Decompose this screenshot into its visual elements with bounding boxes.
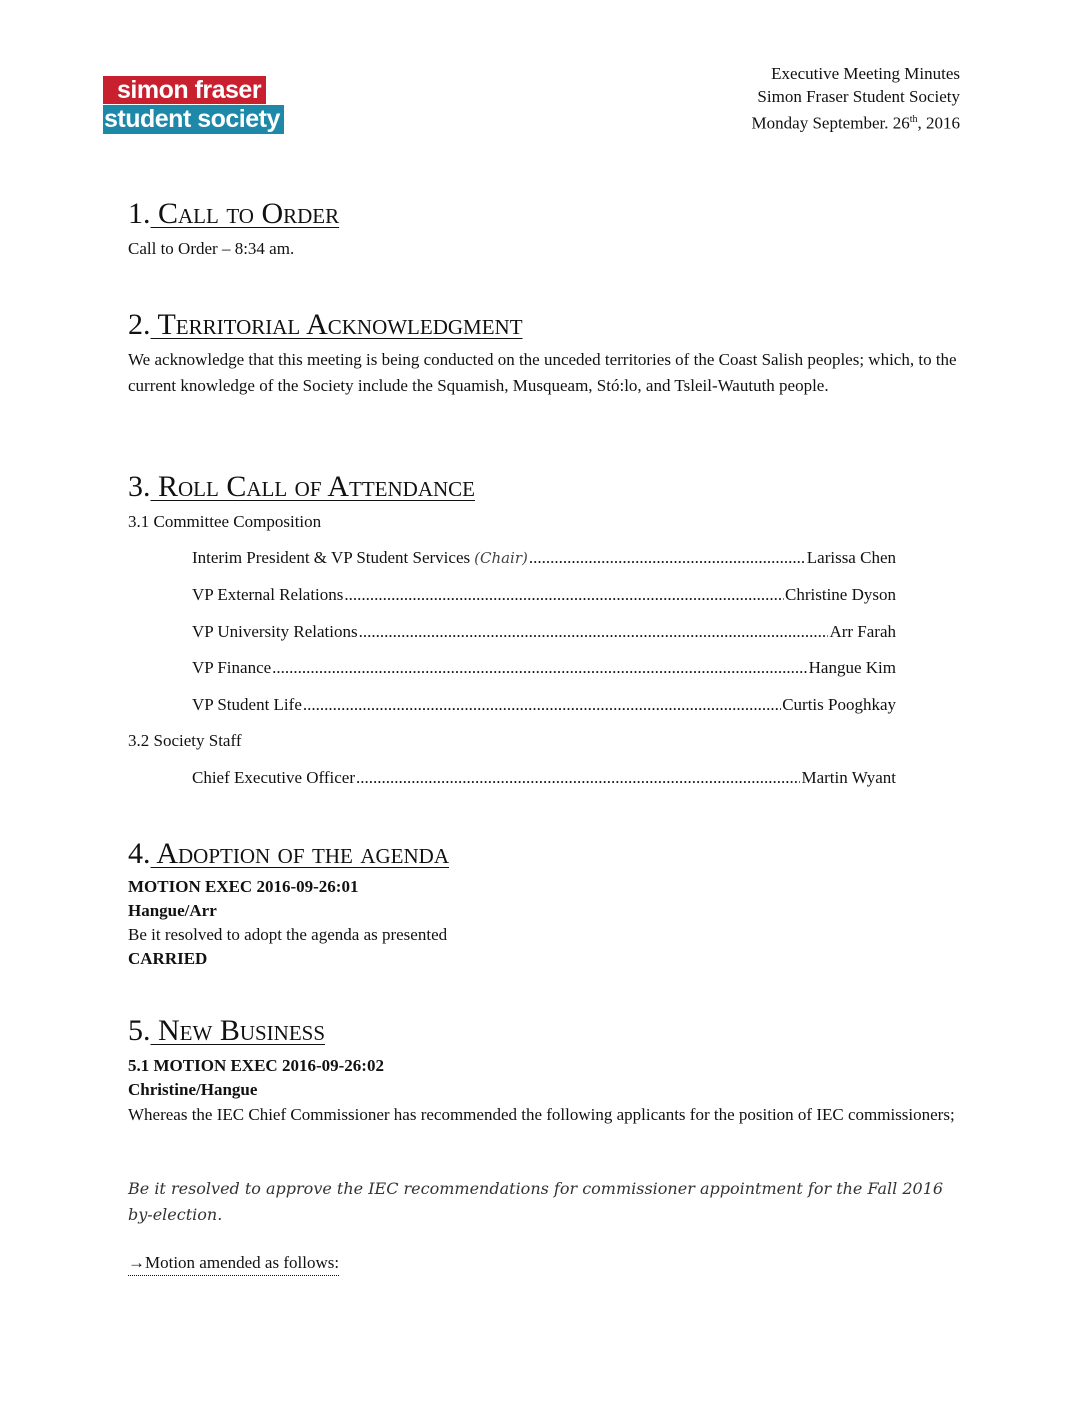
- motion-amended-note: →Motion amended as follows:: [128, 1251, 339, 1276]
- motion-text: Be it resolved to adopt the agenda as presented: [128, 925, 448, 944]
- header-org: Simon Fraser Student Society: [757, 87, 960, 106]
- attendance-row: VP Finance ..... Hangue Kim: [192, 657, 896, 679]
- document-header: [752, 62, 960, 135]
- motion-movers: Hangue/Arr: [128, 901, 217, 920]
- logo-line-2: student society: [103, 105, 284, 134]
- motion-id: 5.1 MOTION EXEC 2016-09-26:02: [128, 1056, 384, 1075]
- motion-whereas: Whereas the IEC Chief Commissioner has recommended the following applicants for the position of IEC commissioners;: [128, 1105, 955, 1124]
- committee-composition-label: 3.1 Committee Composition: [128, 512, 322, 531]
- section-2-body: We acknowledge that this meeting is being conducted on the unceded territories of the Coast Salish peoples; which, to the current knowledge of the Society include the Squamish, Musqueam, Stó:lo, and Tsleil-Waututh people.: [128, 350, 957, 395]
- attendance-row: VP External Relations ..... Christine Dyson: [192, 584, 896, 606]
- logo-line-1: simon fraser: [103, 76, 266, 104]
- motion-id: MOTION EXEC 2016-09-26:01: [128, 877, 359, 896]
- section-4-body: [128, 875, 958, 971]
- motion-resolved: Be it resolved to approve the IEC recommendations for commissioner appointment for the Fall 2016 by-election.: [128, 1179, 944, 1224]
- society-staff-label: 3.2 Society Staff: [128, 731, 242, 750]
- section-5-body: [128, 1054, 958, 1128]
- attendance-row: Chief Executive Officer ..... Martin Wyant: [192, 767, 896, 789]
- header-date: Monday September. 26th, 2016: [751, 113, 960, 133]
- section-1-heading: 1. Call to Order: [128, 197, 340, 230]
- arrow-right-icon: →: [128, 1253, 145, 1272]
- attendance-row: Interim President & VP Student Services (Chair) ..... Larissa Chen: [192, 547, 896, 569]
- attendance-row: VP Student Life ..... Curtis Pooghkay: [192, 694, 896, 716]
- section-2-heading: 2. Territorial Acknowledgment: [128, 308, 523, 341]
- section-1-body: Call to Order – 8:34 am.: [128, 239, 295, 258]
- sfss-logo: [103, 76, 284, 134]
- section-3-heading: 3. Roll Call of Attendance: [128, 470, 475, 503]
- attendance-row: VP University Relations ..... Arr Farah: [192, 621, 896, 643]
- motion-movers: Christine/Hangue: [128, 1080, 258, 1099]
- header-title: Executive Meeting Minutes: [771, 64, 960, 83]
- section-4-heading: 4. Adoption of the agenda: [128, 837, 449, 870]
- motion-result: CARRIED: [128, 949, 208, 968]
- section-5-heading: 5. New Business: [128, 1014, 326, 1047]
